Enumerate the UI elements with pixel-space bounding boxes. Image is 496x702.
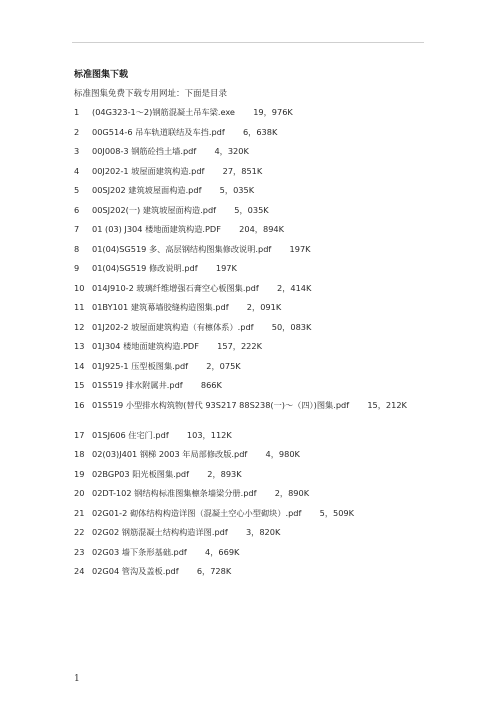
page-number: 1 (74, 674, 80, 684)
file-name: 01J304 楼地面建筑构造.PDF (92, 341, 199, 351)
file-name: 01J925-1 压型板图集.pdf (92, 360, 189, 371)
file-list-item (74, 547, 444, 567)
item-number: 5 (74, 185, 80, 195)
spacer (229, 302, 247, 322)
item-number: 2 (74, 126, 80, 137)
spacer (198, 263, 216, 283)
item-number: 10 (74, 282, 85, 293)
item-number: 15 (74, 380, 85, 390)
file-list-item (74, 146, 444, 166)
item-number: 12 (74, 321, 85, 332)
spacer (179, 566, 197, 586)
intro-text: 标准图集免费下载专用网址：下面是目录 (74, 89, 228, 99)
file-size: 5，035K (219, 185, 255, 195)
file-list-item (74, 322, 444, 342)
item-number: 4 (74, 165, 80, 176)
file-size: 2，893K (207, 468, 242, 479)
item-number: 16 (74, 399, 85, 410)
file-size: 3，820K (245, 527, 281, 537)
file-size: 204，894K (239, 224, 284, 234)
spacer (221, 224, 239, 244)
file-size: 4，980K (265, 449, 300, 459)
file-name: 01BY101 建筑幕墙胶缝构造图集.pdf (92, 302, 229, 312)
file-size: 5，035K (234, 204, 269, 215)
file-name: 02G04 管沟及盖板.pdf (92, 566, 179, 576)
spacer (225, 127, 243, 147)
item-number: 22 (74, 527, 85, 537)
header-rule (72, 42, 424, 43)
file-list-item (74, 263, 444, 283)
file-size: 2，091K (246, 302, 282, 312)
spacer (259, 283, 277, 303)
spacer (187, 547, 205, 567)
spacer (256, 488, 274, 508)
item-number: 8 (74, 243, 80, 254)
file-name: 00SJ202(一) 建筑坡屋面构造.pdf (92, 204, 217, 215)
item-number: 23 (74, 546, 85, 557)
file-size: 157，222K (217, 341, 262, 351)
file-name: 01SJ606 住宅门.pdf (92, 429, 169, 440)
spacer (199, 341, 217, 361)
spacer (201, 185, 219, 205)
file-name: 01S519 小型排水构筑物(替代 93S217 88S238(一)～（四）)图集.pdf (92, 399, 350, 410)
item-number: 20 (74, 488, 85, 498)
file-list-item (74, 107, 444, 127)
file-name: 014J910-2 玻璃纤维增强石膏空心板图集.pdf (92, 282, 259, 293)
item-number: 6 (74, 204, 80, 215)
spacer (301, 508, 319, 528)
file-list-item (74, 127, 444, 147)
file-list-item (74, 244, 444, 264)
item-number: 3 (74, 146, 80, 156)
file-list-item (74, 400, 444, 430)
file-name: 00G514-6 吊车轨道联结及车挡.pdf (92, 126, 225, 137)
file-size: 6，638K (242, 126, 278, 137)
spacer (349, 400, 367, 410)
file-size: 50，083K (271, 321, 312, 332)
file-name: (04G323-1～2)钢筋混凝土吊车梁.exe (92, 107, 235, 117)
file-size: 4，669K (205, 546, 240, 557)
file-list (74, 107, 444, 586)
file-size: 103，112K (186, 429, 232, 440)
spacer (188, 361, 206, 381)
file-list-item (74, 469, 444, 489)
file-list-item (74, 341, 444, 361)
file-list-item (74, 361, 444, 381)
file-name: 01(04)SG519 修改说明.pdf (92, 263, 198, 273)
file-size: 197K (289, 243, 311, 254)
item-number: 18 (74, 449, 85, 459)
file-list-item (74, 527, 444, 547)
item-number: 21 (74, 507, 85, 518)
file-list-item (74, 205, 444, 225)
spacer (204, 166, 222, 186)
file-size: 2，414K (276, 282, 312, 293)
file-size: 197K (215, 263, 237, 273)
file-list-item (74, 380, 444, 400)
file-list-item (74, 224, 444, 244)
file-name: 00J008-3 钢筋砼挡土墙.pdf (92, 146, 197, 156)
file-size: 27，851K (222, 165, 263, 176)
file-size: 866K (200, 380, 222, 390)
file-name: 01(04)SG519 多、高层钢结构图集修改说明.pdf (92, 243, 272, 254)
file-list-item (74, 430, 444, 450)
file-name: 02G03 墙下条形基础.pdf (92, 546, 187, 557)
spacer (216, 205, 234, 225)
file-size: 2，890K (274, 488, 310, 498)
document-title: 标准图集下载 (74, 70, 129, 80)
spacer (228, 527, 246, 547)
file-list-item (74, 449, 444, 469)
item-number: 17 (74, 429, 85, 440)
file-name: 02BGP03 阳光板图集.pdf (92, 468, 190, 479)
file-size: 19，976K (253, 107, 293, 117)
file-name: 01 (03) J304 楼地面建筑构造.PDF (92, 224, 221, 234)
item-number: 9 (74, 263, 80, 273)
file-size: 2，075K (206, 360, 241, 371)
item-number: 13 (74, 341, 85, 351)
file-name: 00J202-1 坡屋面建筑构造.pdf (92, 165, 205, 176)
file-list-item (74, 566, 444, 586)
file-list-item (74, 488, 444, 508)
file-name: 02(03)J401 钢梯 2003 年局部修改版.pdf (92, 449, 248, 459)
spacer (254, 322, 272, 342)
spacer (235, 107, 253, 127)
item-number: 19 (74, 468, 85, 479)
item-number: 7 (74, 224, 80, 234)
item-number: 11 (74, 302, 85, 312)
spacer (196, 146, 214, 166)
spacer (247, 449, 265, 469)
file-name: 02DT-102 钢结构标准图集檩条墙梁分册.pdf (92, 488, 257, 498)
file-name: 01J202-2 坡屋面建筑构造（有檩体系）.pdf (92, 321, 254, 332)
file-name: 02G01-2 砌体结构构造详图（混凝土空心小型砌块）.pdf (92, 507, 302, 518)
file-list-item (74, 185, 444, 205)
file-name: 02G02 钢筋混凝土结构构造详图.pdf (92, 527, 228, 537)
spacer (169, 430, 187, 450)
file-name: 01S519 排水附属井.pdf (92, 380, 183, 390)
file-name: 00SJ202 建筑坡屋面构造.pdf (92, 185, 202, 195)
file-list-item (74, 508, 444, 528)
spacer (183, 380, 201, 400)
file-size: 6，728K (196, 566, 232, 576)
file-list-item (74, 302, 444, 322)
item-number: 1 (74, 107, 80, 117)
file-list-item (74, 166, 444, 186)
item-number: 14 (74, 360, 85, 371)
file-size: 4，320K (214, 146, 249, 156)
file-list-item (74, 283, 444, 303)
file-size: 5，509K (319, 507, 355, 518)
spacer (271, 244, 289, 264)
file-size: 15，212K (367, 399, 407, 410)
item-number: 24 (74, 566, 85, 576)
spacer (189, 469, 207, 489)
